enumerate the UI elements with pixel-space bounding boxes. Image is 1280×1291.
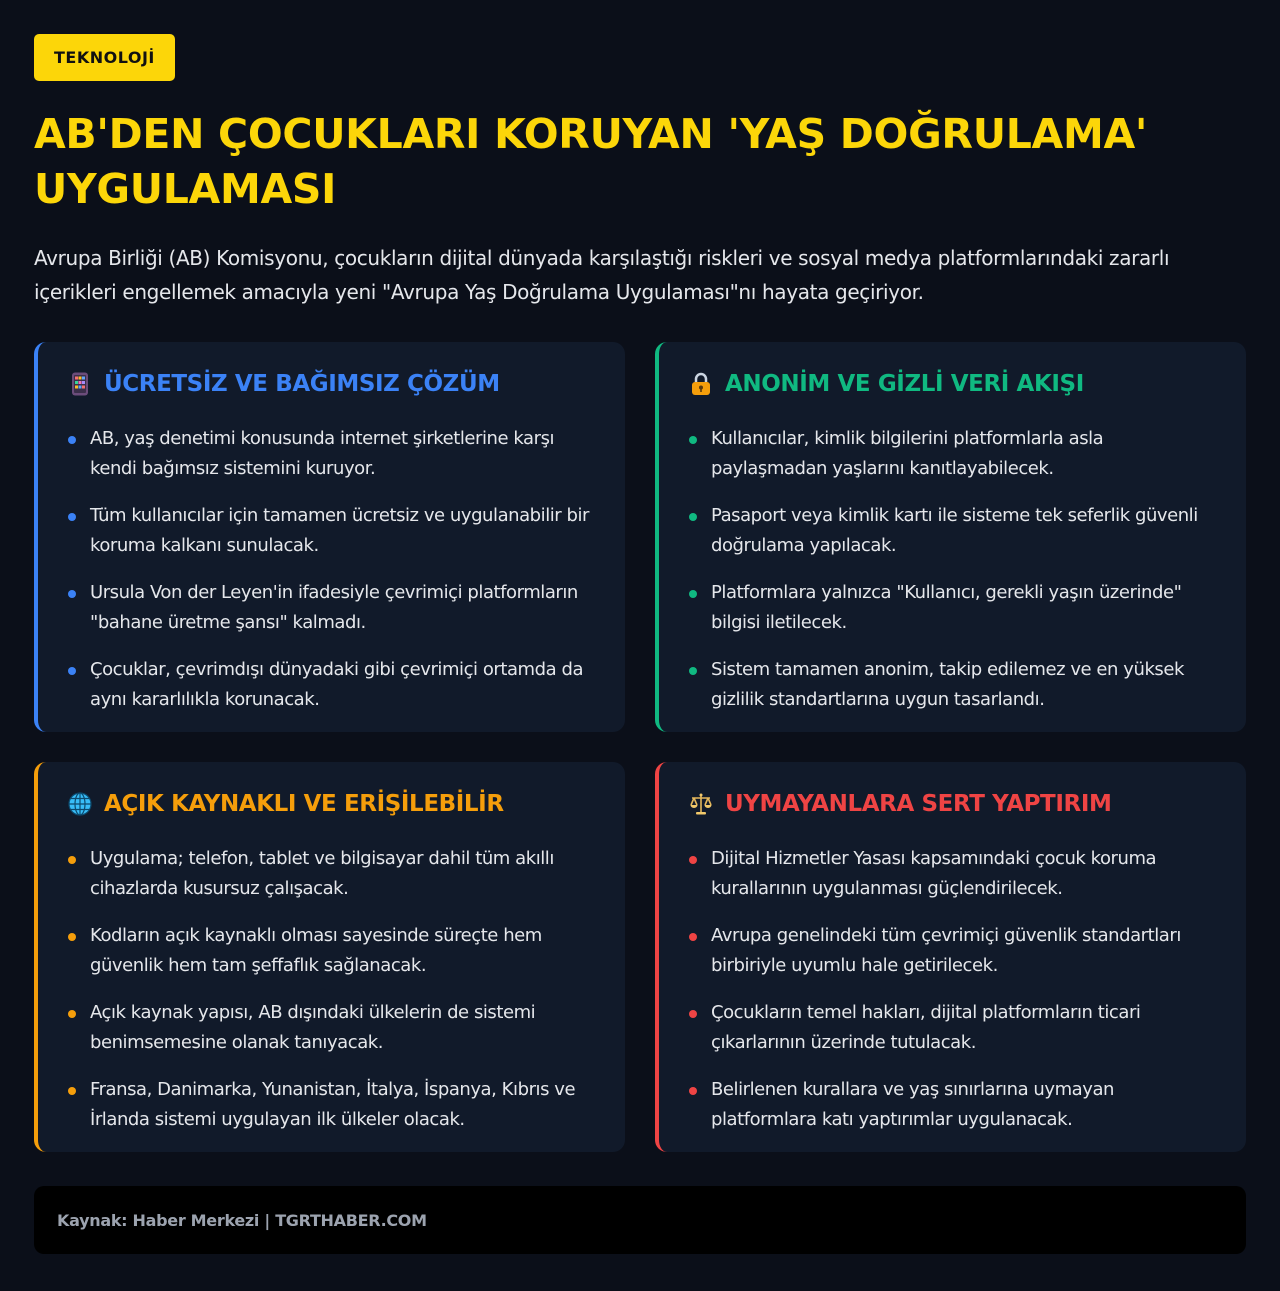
- card-sanctions: [655, 762, 1246, 1152]
- bullet-icon: [68, 1010, 76, 1018]
- list-item: Pasaport veya kimlik kartı ile sisteme tek seferlik güvenli doğrulama yapılacak.: [689, 501, 1218, 561]
- card-title-text: ANONİM VE GİZLİ VERİ AKIŞI: [725, 371, 1084, 397]
- bullet-icon: [68, 1087, 76, 1095]
- bullet-icon: [689, 667, 697, 675]
- bullet-icon: [689, 436, 697, 444]
- intro-paragraph: Avrupa Birliği (AB) Komisyonu, çocukların dijital dünyada karşılaştığı riskleri ve sosyal medya platformlarındaki zararlı içerikleri engellemek amacıyla yeni "Avrupa Yaş Doğrulama Uygulaması"nı hayata geçiriyor.: [34, 246, 1170, 304]
- list-item: Belirlenen kurallara ve yaş sınırlarına uymayan platformlara katı yaptırımlar uygulanacak.: [689, 1075, 1218, 1135]
- bullet-icon: [689, 1010, 697, 1018]
- card-list: [689, 424, 1218, 715]
- bullet-icon: [68, 856, 76, 864]
- footer: [34, 1186, 1246, 1254]
- bullet-icon: [68, 667, 76, 675]
- list-item: Uygulama; telefon, tablet ve bilgisayar dahil tüm akıllı cihazlarda kusursuz çalışacak.: [68, 844, 597, 904]
- list-item: Fransa, Danimarka, Yunanistan, İtalya, İspanya, Kıbrıs ve İrlanda sistemi uygulayan ilk ülkeler olacak.: [68, 1075, 597, 1135]
- list-item: Sistem tamamen anonim, takip edilemez ve en yüksek gizlilik standartlarına uygun tasarlandı.: [689, 655, 1218, 715]
- card-list: [68, 844, 597, 1135]
- list-item: Platformlara yalnızca "Kullanıcı, gerekli yaşın üzerinde" bilgisi iletilecek.: [689, 578, 1218, 638]
- bullet-icon: [68, 513, 76, 521]
- list-item: Kullanıcılar, kimlik bilgilerini platformlarla asla paylaşmadan yaşlarını kanıtlayabilecek.: [689, 424, 1218, 484]
- bullet-icon: [68, 933, 76, 941]
- list-item: Çocukların temel hakları, dijital platformların ticari çıkarlarının üzerinde tutulacak.: [689, 998, 1218, 1058]
- globe-icon: [68, 792, 92, 816]
- card-open-source: [34, 762, 625, 1152]
- bullet-icon: [689, 590, 697, 598]
- card-title-text: AÇIK KAYNAKLI VE ERİŞİLEBİLİR: [104, 791, 504, 817]
- card-list: [68, 424, 597, 715]
- bullet-icon: [68, 436, 76, 444]
- mobile-phone-icon: [68, 372, 92, 396]
- list-item: Çocuklar, çevrimdışı dünyadaki gibi çevrimiçi ortamda da aynı kararlılıkla korunacak.: [68, 655, 597, 715]
- list-item: AB, yaş denetimi konusunda internet şirketlerine karşı kendi bağımsız sistemini kuruyor.: [68, 424, 597, 484]
- infographic: [34, 34, 1246, 1254]
- card-anonymous-data: [655, 342, 1246, 732]
- bullet-icon: [689, 856, 697, 864]
- category-badge: TEKNOLOJİ: [34, 34, 175, 81]
- bullet-icon: [689, 933, 697, 941]
- list-item: Tüm kullanıcılar için tamamen ücretsiz ve uygulanabilir bir koruma kalkanı sunulacak.: [68, 501, 597, 561]
- list-item: Kodların açık kaynaklı olması sayesinde süreçte hem güvenlik hem tam şeffaflık sağlanacak.: [68, 921, 597, 981]
- source-credit: Kaynak: Haber Merkezi | TGRTHABER.COM: [57, 1210, 427, 1230]
- card-free-independent: [34, 342, 625, 732]
- cards-grid: [34, 342, 1246, 1152]
- card-title: [689, 786, 1218, 822]
- list-item: Ursula Von der Leyen'in ifadesiyle çevrimiçi platformların "bahane üretme şansı" kalmadı.: [68, 578, 597, 638]
- card-list: [689, 844, 1218, 1135]
- scales-icon: [689, 792, 713, 816]
- card-title: [68, 786, 597, 822]
- list-item: Açık kaynak yapısı, AB dışındaki ülkelerin de sistemi benimsemesine olanak tanıyacak.: [68, 998, 597, 1058]
- bullet-icon: [68, 590, 76, 598]
- bullet-icon: [689, 1087, 697, 1095]
- lock-icon: [689, 372, 713, 396]
- card-title: [68, 366, 597, 402]
- list-item: Avrupa genelindeki tüm çevrimiçi güvenlik standartları birbiriyle uyumlu hale getirilecek.: [689, 921, 1218, 981]
- card-title-text: UYMAYANLARA SERT YAPTIRIM: [725, 791, 1112, 817]
- headline: AB'DEN ÇOCUKLARI KORUYAN 'YAŞ DOĞRULAMA' UYGULAMASI: [34, 110, 1148, 213]
- card-title: [689, 366, 1218, 402]
- card-title-text: ÜCRETSİZ VE BAĞIMSIZ ÇÖZÜM: [104, 371, 500, 397]
- list-item: Dijital Hizmetler Yasası kapsamındaki çocuk koruma kurallarının uygulanması güçlendirilecek.: [689, 844, 1218, 904]
- bullet-icon: [689, 513, 697, 521]
